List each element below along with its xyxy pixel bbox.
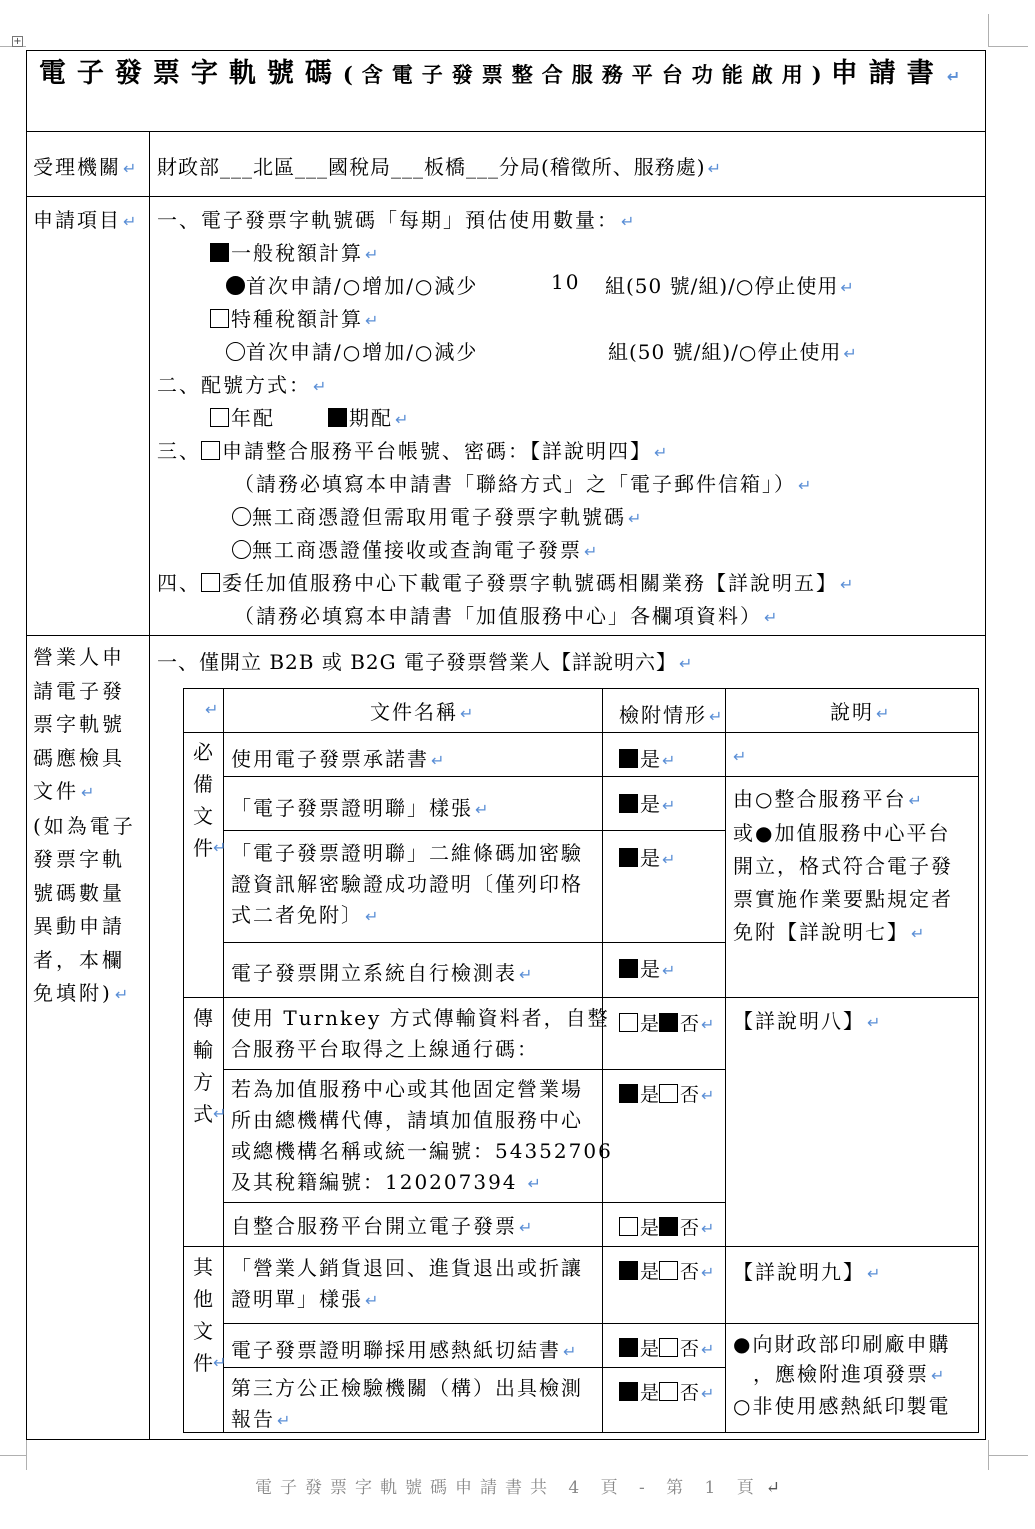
allocation-periodic[interactable]: 期配 ↵ <box>328 402 410 431</box>
inner-row-line-6 <box>223 1202 725 1203</box>
inner-col-3 <box>725 688 726 1433</box>
desc-return: 【詳說明九】 ↵ <box>733 1260 883 1284</box>
general-tax-option[interactable]: 一般稅額計算 ↵ <box>210 237 380 266</box>
special-first-apply-radio[interactable] <box>226 342 245 361</box>
column-divider <box>149 131 150 1440</box>
desc-transfer: 【詳說明八】 ↵ <box>733 1009 883 1033</box>
row-third-party-report: 第三方公正檢驗機關（構）出具檢測 報告 ↵ <box>231 1376 583 1431</box>
item2-title: 二、配號方式： ↵ <box>157 373 329 397</box>
status-r4[interactable]: 是 ↵ <box>619 953 675 982</box>
general-tax-checkbox[interactable] <box>210 243 229 262</box>
desc-r1: ↵ <box>733 747 749 766</box>
row-proof-sample: 「電子發票證明聯」樣張 ↵ <box>231 796 491 820</box>
item3-title[interactable]: 三、 申請整合服務平台帳號、密碼：【詳說明四】 ↵ <box>157 439 670 463</box>
corner-mark-bottom-left-h <box>0 1455 26 1456</box>
periodic-checkbox[interactable] <box>328 408 347 427</box>
status-r5[interactable]: 是 否 ↵ <box>619 1009 714 1036</box>
inner-group-line-2 <box>183 1246 979 1247</box>
row-return-allowance: 「營業人銷貨退回、進貨退出或折讓 證明單」樣張 ↵ <box>231 1256 583 1311</box>
desc-thermal: ●向財政部印刷廠申購 ，應檢附進項發票 ↵ ○非使用感熱紙印製電 <box>733 1332 951 1418</box>
desc-proof-format: 由○整合服務平台 ↵ 或●加值服務中心平台 開立，格式符合電子發 票實施作業要點規定者 免附【詳說明七】 ↵ <box>733 787 953 944</box>
apply-label: 申請項目 ↵ <box>33 208 139 232</box>
docs-label: 營業人申 請電子發 票字軌號 碼應檢具 文件 ↵ (如為電子 發票字軌 號碼數量 異動申請 者，本欄 免填附) ↵ <box>33 645 136 1005</box>
row-turnkey: 使用 Turnkey 方式傳輸資料者，自整 合服務平台取得之上線通行碼： <box>231 1006 610 1061</box>
corner-mark-top-right-h <box>988 46 1028 47</box>
item4-note: （請務必填寫本申請書「加值服務中心」各欄項資料） ↵ <box>234 604 780 628</box>
corner-mark-bottom-left <box>26 1440 27 1470</box>
item3-note: （請務必填寫本申請書「聯絡方式」之「電子郵件信箱」） ↵ <box>234 472 814 496</box>
status-r3[interactable]: 是 ↵ <box>619 842 675 871</box>
item3-option2[interactable]: 無工商憑證僅接收或查詢電子發票 ↵ <box>232 534 599 563</box>
inner-header-line <box>183 732 979 733</box>
no-cert-receive-radio[interactable] <box>232 540 251 559</box>
special-unit: 組(50 號/組)/○停止使用 ↵ <box>608 340 858 364</box>
group-required-label: 必 備 文 件 ↵ <box>193 740 227 860</box>
status-r9[interactable]: 是 否 ↵ <box>619 1334 714 1361</box>
no-cert-use-radio[interactable] <box>232 507 251 526</box>
group-transfer-label: 傳 輸 方 式 ↵ <box>193 1006 227 1126</box>
row-commitment-letter: 使用電子發票承諾書 ↵ <box>231 747 447 771</box>
header-doc-name: 文件名稱 ↵ <box>370 700 476 724</box>
status-r8[interactable]: 是 否 ↵ <box>619 1257 714 1284</box>
first-apply-radio[interactable] <box>226 276 245 295</box>
row-divider-3 <box>26 635 986 636</box>
header-desc: 說明 ↵ <box>830 700 892 724</box>
inner-row-line-3 <box>223 942 725 943</box>
general-unit: 組(50 號/組)/○停止使用 ↵ <box>605 274 855 298</box>
annual-checkbox[interactable] <box>210 408 229 427</box>
allocation-annual[interactable]: 年配 <box>210 402 275 431</box>
inner-row-line-2 <box>223 830 725 831</box>
item4-title[interactable]: 四、 委任加值服務中心下載電子發票字軌號碼相關業務【詳說明五】 ↵ <box>157 571 856 595</box>
docs-section1-title: 一、僅開立 B2B 或 B2G 電子發票營業人【詳說明六】 ↵ <box>157 650 694 674</box>
inner-row-line-8 <box>223 1323 979 1324</box>
delegate-vas-checkbox[interactable] <box>201 573 220 592</box>
office-value[interactable]: 財政部___北區___國稅局___板橋___分局(稽徵所、服務處) ↵ <box>157 155 723 179</box>
header-status: 檢附情形 ↵ <box>619 703 725 727</box>
row-divider-2 <box>26 196 986 197</box>
office-label: 受理機關 ↵ <box>33 155 139 179</box>
row-thermal-paper: 電子發票證明聯採用感熱紙切結書 ↵ <box>231 1338 579 1362</box>
status-r7[interactable]: 是 否 ↵ <box>619 1213 714 1240</box>
general-tax-choices[interactable]: 首次申請/○增加/○減少 <box>226 270 478 299</box>
inner-row-line-1 <box>223 776 979 777</box>
status-r1[interactable]: 是 ↵ <box>619 743 675 772</box>
status-r6[interactable]: 是 否 ↵ <box>619 1080 714 1107</box>
table-move-handle[interactable]: + <box>13 36 22 47</box>
row-divider-1 <box>26 131 986 132</box>
row-qrcode-proof: 「電子發票證明聯」二維條碼加密驗 證資訊解密驗證成功證明〔僅列印格 式二者免附〕 ↵ <box>231 841 583 927</box>
item1-title: 一、電子發票字軌號碼「每期」預估使用數量： ↵ <box>157 208 637 232</box>
inner-row-line-9 <box>223 1367 725 1368</box>
special-tax-option[interactable]: 特種稅額計算 ↵ <box>210 303 380 332</box>
page-footer: 電子發票字軌號碼申請書共 4 頁 - 第 1 頁 ↵ <box>254 1478 781 1498</box>
header-blank: ↵ <box>205 700 221 719</box>
inner-group-line-1 <box>183 997 979 998</box>
special-tax-checkbox[interactable] <box>210 309 229 328</box>
corner-mark-bottom-right-h <box>988 1455 1028 1456</box>
group-other-label: 其 他 文 件 ↵ <box>193 1255 227 1375</box>
status-r2[interactable]: 是 ↵ <box>619 788 675 817</box>
item3-option1[interactable]: 無工商憑證但需取用電子發票字軌號碼 ↵ <box>232 501 643 530</box>
platform-account-checkbox[interactable] <box>201 441 220 460</box>
inner-col-1 <box>223 688 224 1433</box>
row-self-test-form: 電子發票開立系統自行檢測表 ↵ <box>231 961 535 985</box>
form-title: 電子發票字軌號碼(含電子發票整合服務平台功能啟用)申請書 ↵ <box>38 58 972 89</box>
status-r10[interactable]: 是 否 ↵ <box>619 1378 714 1405</box>
row-vas-transfer: 若為加值服務中心或其他固定營業場 所由總機構代傳，請填加值服務中心 或總機構名稱或統一編號：54352706 及其稅籍編號：120207394 ↵ <box>231 1077 613 1194</box>
special-tax-choices[interactable]: 首次申請/○增加/○減少 <box>226 336 478 365</box>
row-self-issue: 自整合服務平台開立電子發票 ↵ <box>231 1214 535 1238</box>
general-qty[interactable]: 10 <box>551 270 581 294</box>
inner-row-line-5 <box>223 1069 725 1070</box>
corner-mark-top-right <box>988 14 989 47</box>
